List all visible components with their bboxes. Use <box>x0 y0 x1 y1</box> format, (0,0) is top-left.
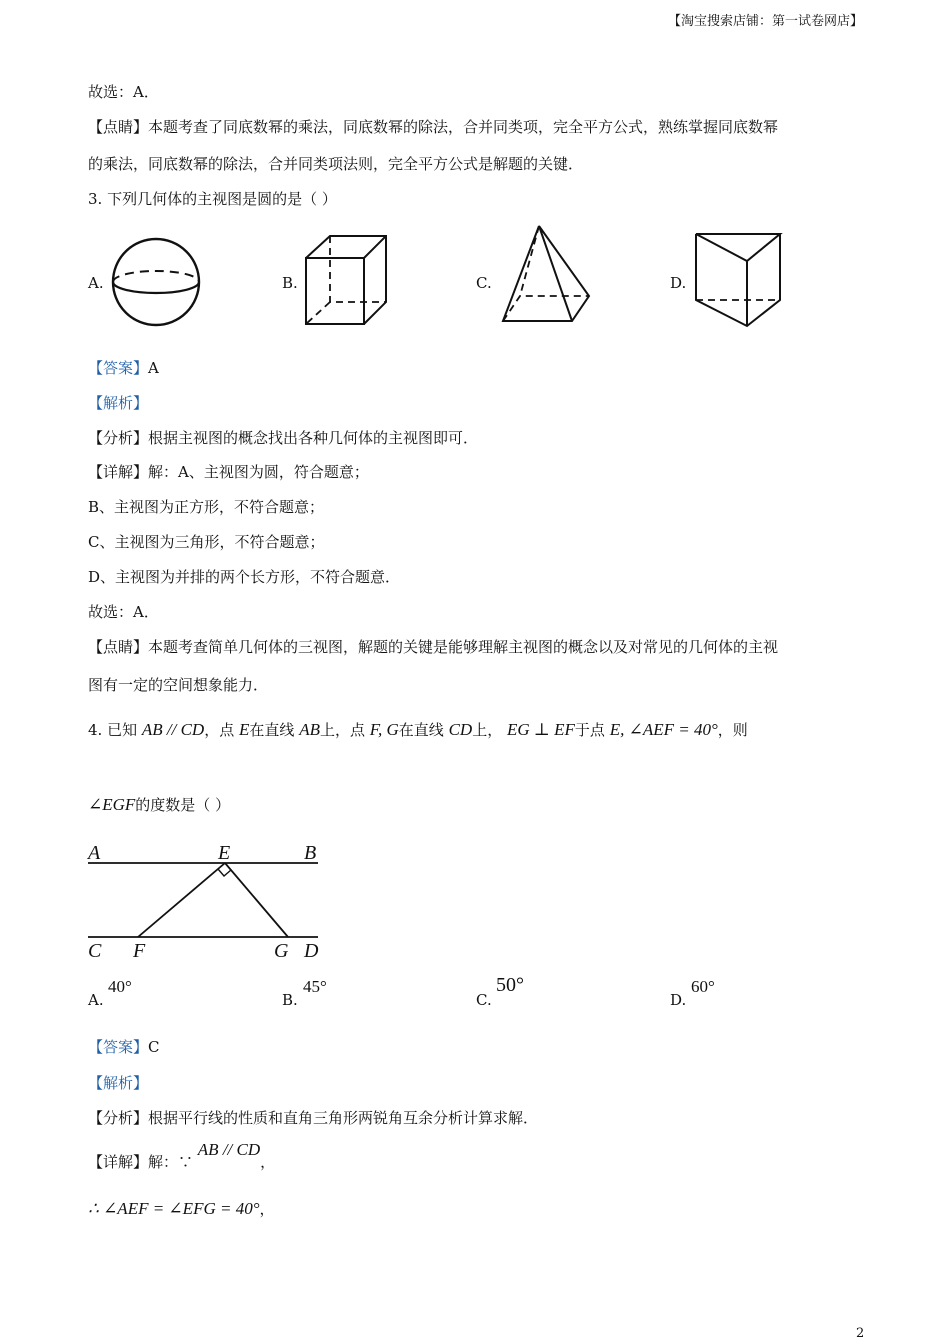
q4-text-5: 上， <box>472 721 503 739</box>
q3-option-c-label: C. <box>476 274 492 292</box>
q4-text-3: 上，点 <box>319 721 365 739</box>
q4-therefore-math: ∴ ∠AEF = ∠EFG = 40° <box>88 1199 260 1218</box>
q3-option-a-label: A. <box>88 274 104 292</box>
q4-detail-line <box>88 1140 276 1172</box>
q4-option-b-value: 45° <box>303 977 327 996</box>
prev-comment-line-1: 【点睛】本题考查了同底数幂的乘法，同底数幂的除法，合并同类项，完全平方公式，熟练掌握同底数幂 <box>88 118 779 136</box>
label-c: C <box>88 940 102 962</box>
q4-num: 4. 已知 <box>88 721 138 739</box>
q3-detail-1: 【详解】解：A、主视图为圆，符合题意； <box>88 463 369 481</box>
page-number: 2 <box>856 1326 865 1341</box>
q3-answer <box>88 358 159 378</box>
label-g: G <box>274 940 289 962</box>
q4-math-eg-perp-ef: EG ⊥ EF <box>506 720 575 739</box>
q3-comment-1: 【点睛】本题考查简单几何体的三视图，解题的关键是能够理解主视图的概念以及对常见的几何体的主视 <box>88 638 779 656</box>
q3-option-b-label: B. <box>282 274 298 292</box>
shop-note: 【淘宝搜索店铺：第一试卷网店】 <box>668 14 864 29</box>
label-a: A <box>88 842 101 864</box>
q4-option-c-value: 50° <box>496 974 524 996</box>
q3-answer-value: A <box>148 359 159 377</box>
prev-comment-line-2: 的乘法，同底数幂的除法，合并同类项法则，完全平方公式是解题的关键． <box>88 155 584 173</box>
q3-answer-tag: 【答案】 <box>88 359 149 377</box>
sphere-icon <box>108 236 204 328</box>
q3-option-d-label: D. <box>670 274 687 292</box>
q4-option-c-label: C. <box>476 991 492 1009</box>
q3-conclude: 故选：A． <box>88 603 159 621</box>
q4-fenxi: 【分析】根据平行线的性质和直角三角形两锐角互余分析计算求解． <box>88 1109 539 1127</box>
q4-text-4: 在直线 <box>398 721 444 739</box>
label-b: B <box>304 842 317 864</box>
label-e: E <box>218 842 231 864</box>
q4-option-b-label: B. <box>282 991 298 1009</box>
label-d: D <box>304 940 319 962</box>
q3-fenxi: 【分析】根据主视图的概念找出各种几何体的主视图即可． <box>88 429 479 447</box>
segment-eg <box>225 863 288 937</box>
q3-stem: 3. 下列几何体的主视图是圆的是（ ） <box>88 190 337 208</box>
cube-icon <box>302 232 390 330</box>
q4-therefore-line <box>88 1199 275 1219</box>
q4-text-7: ，则 <box>717 721 748 739</box>
q4-math-e: E <box>239 720 250 739</box>
q4-answer-value: C <box>148 1038 160 1056</box>
q4-option-a-value: 40° <box>108 977 132 996</box>
pyramid-icon <box>498 222 594 328</box>
q3-detail-4: D、主视图为并排的两个长方形，不符合题意． <box>88 568 401 586</box>
q4-math-angle-aef: E, ∠AEF = 40° <box>609 720 718 739</box>
q4-figure <box>84 838 334 968</box>
q4-analysis-tag: 【解析】 <box>88 1074 149 1092</box>
q4-detail-prefix: 【详解】解：∵ <box>88 1153 194 1171</box>
label-f: F <box>133 940 146 962</box>
q4-text-1: ，点 <box>204 721 235 739</box>
right-angle-mark <box>218 869 231 876</box>
q3-detail-2: B、主视图为正方形，不符合题意； <box>88 498 325 516</box>
q4-math-ab-parallel-cd: AB // CD <box>141 720 205 739</box>
q4-text-6: 于点 <box>574 721 605 739</box>
q4-option-a-label: A. <box>88 991 104 1009</box>
q4-math-ab: AB <box>299 720 320 739</box>
q3-comment-2: 图有一定的空间想象能力． <box>88 676 269 694</box>
q3-detail-3: C、主视图为三角形，不符合题意； <box>88 533 325 551</box>
q4-detail-suffix: ， <box>260 1153 276 1171</box>
triangular-prism-icon <box>692 230 786 330</box>
q4-option-d-label: D. <box>670 991 687 1009</box>
q4-therefore-suffix: ， <box>259 1200 275 1218</box>
segment-ef <box>138 863 225 937</box>
q4-detail-math: AB // CD <box>197 1140 261 1159</box>
q3-analysis-tag: 【解析】 <box>88 394 149 412</box>
q4-text-2: 在直线 <box>249 721 295 739</box>
q4-math-angle-egf: ∠EGF <box>88 795 136 814</box>
q4-stem-line-1 <box>88 720 748 740</box>
q4-stem-line-2 <box>88 795 230 815</box>
q4-answer-tag: 【答案】 <box>88 1038 149 1056</box>
prev-answer-line: 故选：A． <box>88 83 159 101</box>
q4-answer <box>88 1037 160 1057</box>
q4-text-8: 的度数是（ ） <box>135 796 231 814</box>
q4-math-fg: F, G <box>369 720 399 739</box>
q4-option-d-value: 60° <box>691 977 715 996</box>
q4-math-cd: CD <box>448 720 473 739</box>
